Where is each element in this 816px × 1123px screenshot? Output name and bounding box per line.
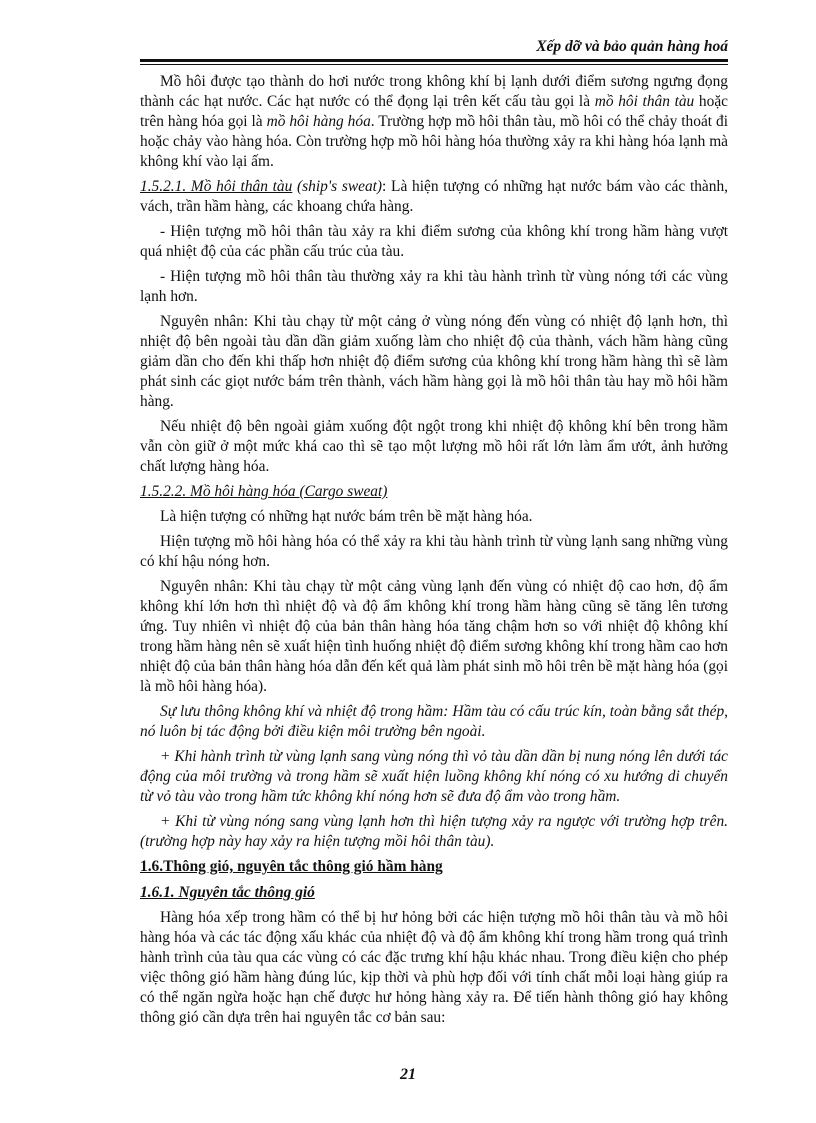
section-1-5-2-2-heading: 1.5.2.2. Mồ hôi hàng hóa (Cargo sweat): [140, 483, 388, 500]
cause-paragraph-1: Nguyên nhân: Khi tàu chạy từ một cảng ở vùng nóng đến vùng có nhiệt độ lạnh hơn, thì nhiệt độ bên ngoài tàu dần dần giảm xuống làm cho nhiệt độ của thành, vách hầm hàng cũng giảm dần cho đến khi thấp hơn nhiệt độ điểm sương của không khí trong hầm hàng thì sẽ làm phát sinh các giọt nước bám trên thành, vách hầm hàng gọi là mồ hôi thân tàu hay mồ hôi hầm hàng.: [140, 313, 728, 410]
ventilation-paragraph: Hàng hóa xếp trong hầm có thể bị hư hỏng bởi các hiện tượng mồ hôi thân tàu và mồ hôi hàng hóa và các tác động xấu khác của nhiệt độ và độ ẩm không khí trong hầm trong quá trình hành trình của tàu qua các vùng có các đặc trưng khí hậu khác nhau. Trong điều kiện cho phép việc thông gió hầm hàng đúng lúc, kịp thời và phù hợp đối với tính chất mỗi loại hàng giúp ra có thể ngăn ngừa hoặc hạn chế được hư hỏng hàng xảy ra. Để tiến hành thông gió hay không thông gió cần dựa trên hai nguyên tắc cơ bản sau:: [140, 909, 728, 1026]
header-title: Xếp dỡ và bảo quản hàng hoá: [536, 38, 728, 55]
header-rule-thick: [140, 59, 728, 62]
plus-paragraph-1: + Khi hành trình từ vùng lạnh sang vùng nóng thì vỏ tàu dần dần bị nung nóng lên dưới tác động của môi trường và trong hầm sẽ xuất hiện luồng không khí nóng có xu hướng di chuyển từ vỏ tàu vào trong hầm tức không khí nóng hơn sẽ đưa độ ẩm vào trong hầm.: [140, 748, 728, 805]
cause-paragraph-2: Nguyên nhân: Khi tàu chạy từ một cảng vùng lạnh đến vùng có nhiệt độ cao hơn, độ ẩm không khí lớn hơn thì nhiệt độ và độ ẩm không khí trong hầm hàng cũng sẽ tăng lên tương ứng. Tuy nhiên vì nhiệt độ của bản thân hàng hóa tăng chậm hơn so với nhiệt độ không khí trong hầm hàng nên sẽ xuất hiện tình huống nhiệt độ điểm sương không khí trong hầm cao hơn nhiệt độ của bản thân hàng hóa dẫn đến kết quả làm phát sinh mồ hôi trên bề mặt hàng hóa (gọi là mồ hôi hàng hóa).: [140, 578, 728, 695]
document-body: [140, 72, 728, 1033]
term-ship-sweat: mồ hôi thân tàu: [594, 93, 695, 110]
plus-paragraph-2: + Khi từ vùng nóng sang vùng lạnh hơn thì hiện tượng xảy ra ngược với trường hợp trên. (trường hợp này hay xảy ra hiện tượng mồi hôi thân tàu).: [140, 813, 728, 850]
air-circulation-paragraph: Sự lưu thông không khí và nhiệt độ trong hầm: Hầm tàu có cấu trúc kín, toàn bằng sắt thép, nó luôn bị tác động bởi điều kiện môi trường bên ngoài.: [140, 703, 728, 740]
header-rule-thin: [140, 64, 728, 65]
page-header: [140, 38, 728, 62]
term-cargo-sweat: mồ hôi hàng hóa: [266, 113, 371, 130]
section-1-6-1-heading: 1.6.1. Nguyên tắc thông gió: [140, 884, 315, 901]
section-1-5-2-1-heading: 1.5.2.1. Mồ hôi thân tàu: [140, 178, 293, 195]
sudden-drop-paragraph: Nếu nhiệt độ bên ngoài giảm xuống đột ngột trong khi nhiệt độ không khí bên trong hầm vẫn còn giữ ở một mức khá cao thì sẽ tạo một lượng mồ hôi rất lớn làm ẩm ướt, ảnh hưởng chất lượng hàng hóa.: [140, 418, 728, 475]
cargo-sweat-occurrence: Hiện tượng mồ hôi hàng hóa có thể xảy ra khi tàu hành trình từ vùng lạnh sang những vùng có khí hậu nóng hơn.: [140, 533, 728, 570]
page-number: 21: [400, 1066, 416, 1083]
bullet-paragraph-2: - Hiện tượng mồ hôi thân tàu thường xảy ra khi tàu hành trình từ vùng nóng tới các vùng lạnh hơn.: [140, 268, 728, 305]
intro-paragraph: Mồ hôi được tạo thành do hơi nước trong không khí bị lạnh dưới điểm sương ngưng đọng thành các hạt nước. Các hạt nước có thể đọng lại trên kết cấu tàu gọi là mồ hôi thân tàu hoặc trên hàng hóa gọi là mồ hôi hàng hóa. Trường hợp mồ hôi thân tàu, mồ hôi có thể chảy thoát đi hoặc chảy vào hàng hóa. Còn trường hợp mồ hôi hàng hóa thường xảy ra khi hàng hóa lạnh mà không khí vào lại ấm.: [140, 73, 728, 170]
section-1-5-2-1-english: (ship's sweat): [292, 178, 383, 195]
cargo-sweat-definition: Là hiện tượng có những hạt nước bám trên bề mặt hàng hóa.: [160, 508, 533, 525]
section-1-6-heading: 1.6.Thông gió, nguyên tắc thông gió hầm hàng: [140, 858, 443, 875]
section-1-5-2-1: 1.5.2.1. Mồ hôi thân tàu (ship's sweat): Là hiện tượng có những hạt nước bám vào các thành, vách, trần hầm hàng, các khoang chứa hàng.: [140, 178, 728, 215]
bullet-paragraph-1: - Hiện tượng mồ hôi thân tàu xảy ra khi điểm sương của không khí trong hầm hàng vượt quá nhiệt độ của các phần cấu trúc của tàu.: [140, 223, 728, 260]
